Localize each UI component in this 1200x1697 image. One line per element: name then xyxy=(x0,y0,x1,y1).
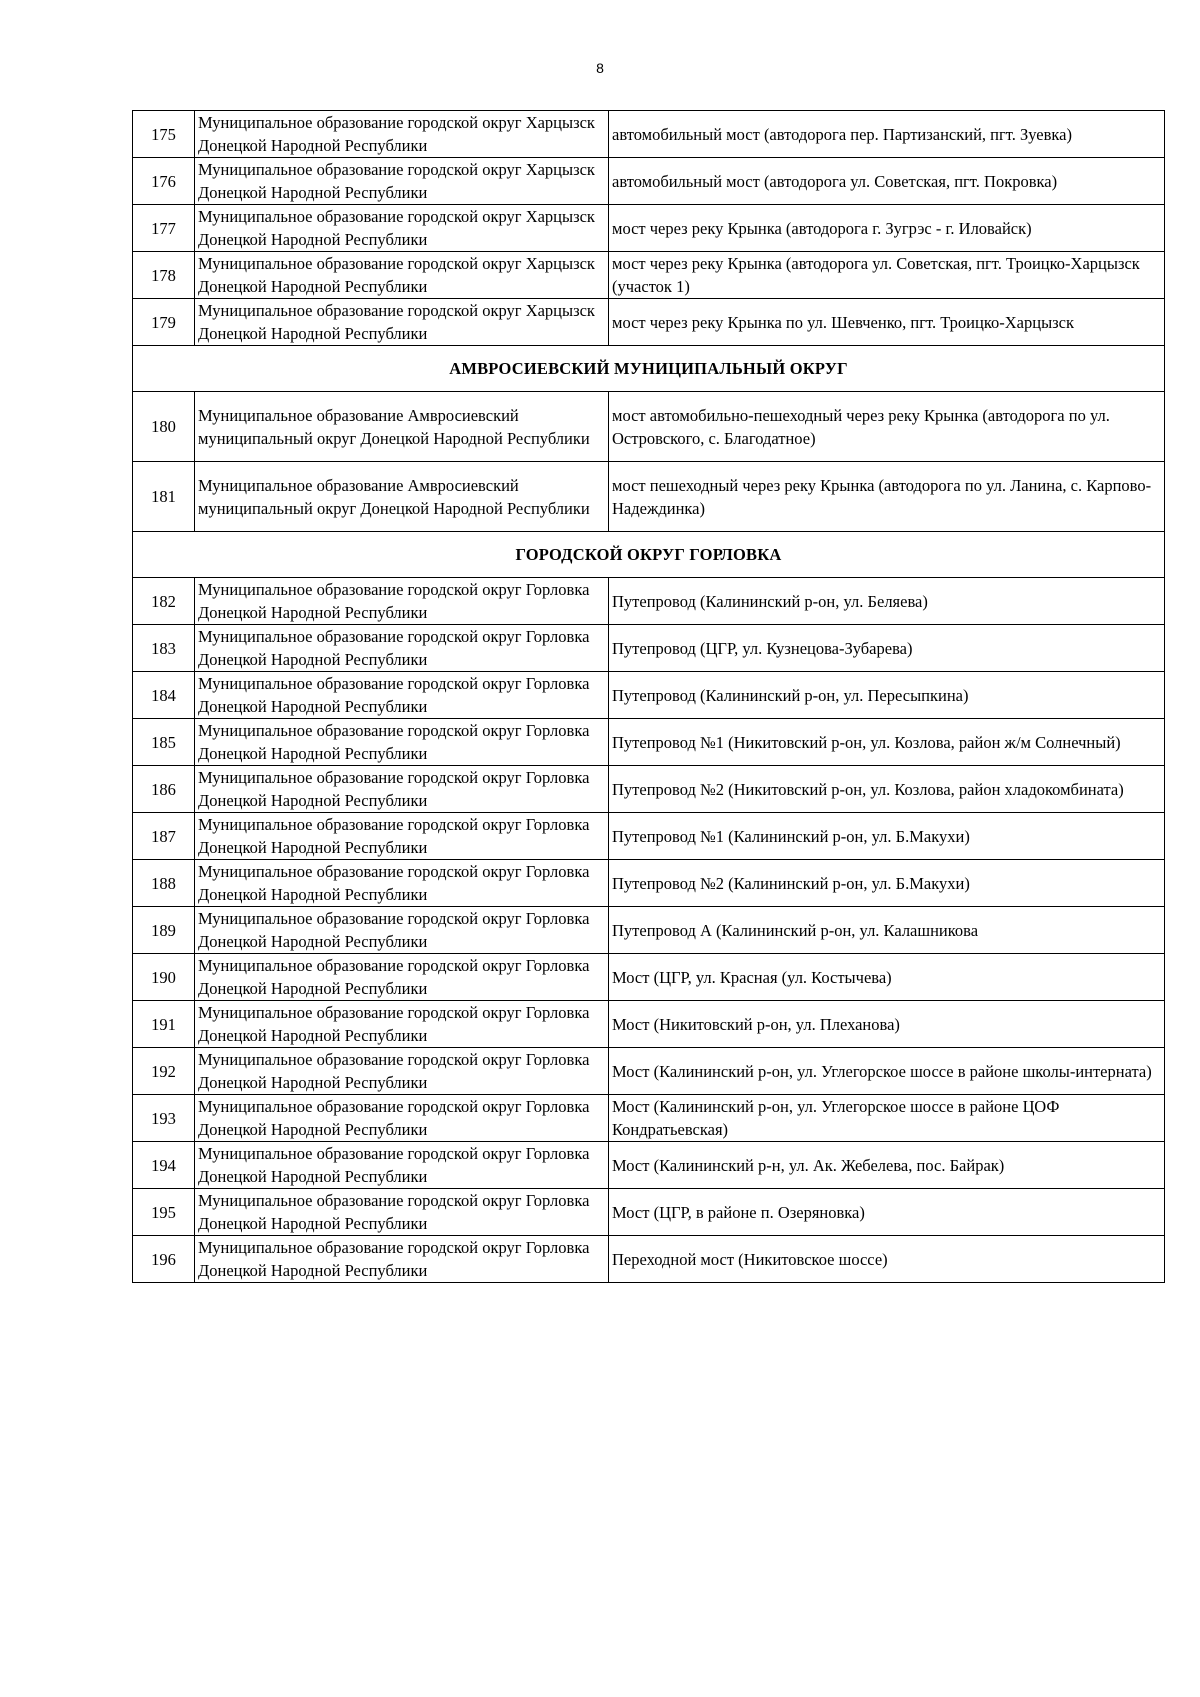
object-cell: мост через реку Крынка (автодорога ул. Советская, пгт. Троицко-Харцызск (участок 1) xyxy=(609,252,1165,299)
object-cell: Мост (Никитовский р-он, ул. Плеханова) xyxy=(609,1001,1165,1048)
object-cell: Мост (Калининский р-он, ул. Углегорское шоссе в районе школы-интерната) xyxy=(609,1048,1165,1095)
owner-cell: Муниципальное образование городской округ Горловка Донецкой Народной Республики xyxy=(195,1048,609,1095)
row-number-cell: 183 xyxy=(133,625,195,672)
object-cell: мост через реку Крынка (автодорога г. Зугрэс - г. Иловайск) xyxy=(609,205,1165,252)
object-cell: автомобильный мост (автодорога ул. Советская, пгт. Покровка) xyxy=(609,158,1165,205)
owner-cell: Муниципальное образование городской округ Горловка Донецкой Народной Республики xyxy=(195,1001,609,1048)
object-cell: автомобильный мост (автодорога пер. Партизанский, пгт. Зуевка) xyxy=(609,111,1165,158)
owner-cell: Муниципальное образование городской округ Горловка Донецкой Народной Республики xyxy=(195,1189,609,1236)
row-number-cell: 176 xyxy=(133,158,195,205)
owner-cell: Муниципальное образование городской округ Харцызск Донецкой Народной Республики xyxy=(195,299,609,346)
row-number-cell: 196 xyxy=(133,1236,195,1283)
row-number-cell: 175 xyxy=(133,111,195,158)
owner-cell: Муниципальное образование городской округ Горловка Донецкой Народной Республики xyxy=(195,813,609,860)
table-row xyxy=(133,672,1165,719)
table-row xyxy=(133,813,1165,860)
owner-cell: Муниципальное образование городской округ Горловка Донецкой Народной Республики xyxy=(195,672,609,719)
owner-cell: Муниципальное образование городской округ Горловка Донецкой Народной Республики xyxy=(195,954,609,1001)
object-cell: Путепровод №1 (Калининский р-он, ул. Б.Макухи) xyxy=(609,813,1165,860)
object-cell: Мост (ЦГР, ул. Красная (ул. Костычева) xyxy=(609,954,1165,1001)
table-row xyxy=(133,907,1165,954)
row-number-cell: 186 xyxy=(133,766,195,813)
table-row xyxy=(133,1142,1165,1189)
owner-cell: Муниципальное образование городской округ Горловка Донецкой Народной Республики xyxy=(195,625,609,672)
object-cell: Путепровод №2 (Никитовский р-он, ул. Козлова, район хладокомбината) xyxy=(609,766,1165,813)
row-number-cell: 195 xyxy=(133,1189,195,1236)
row-number-cell: 189 xyxy=(133,907,195,954)
object-cell: Мост (Калининский р-н, ул. Ак. Жебелева, пос. Байрак) xyxy=(609,1142,1165,1189)
row-number-cell: 179 xyxy=(133,299,195,346)
object-cell: Мост (ЦГР, в районе п. Озеряновка) xyxy=(609,1189,1165,1236)
owner-cell: Муниципальное образование городской округ Харцызск Донецкой Народной Республики xyxy=(195,205,609,252)
table-row xyxy=(133,1001,1165,1048)
section-header-row xyxy=(133,346,1165,392)
table-row xyxy=(133,766,1165,813)
object-cell: мост пешеходный через реку Крынка (автодорога по ул. Ланина, с. Карпово-Надеждинка) xyxy=(609,462,1165,532)
table-row xyxy=(133,1189,1165,1236)
object-cell: Мост (Калининский р-он, ул. Углегорское шоссе в районе ЦОФ Кондратьевская) xyxy=(609,1095,1165,1142)
object-cell: Путепровод №1 (Никитовский р-он, ул. Козлова, район ж/м Солнечный) xyxy=(609,719,1165,766)
object-cell: мост через реку Крынка по ул. Шевченко, пгт. Троицко-Харцызск xyxy=(609,299,1165,346)
table-row xyxy=(133,392,1165,462)
table-row xyxy=(133,462,1165,532)
row-number-cell: 177 xyxy=(133,205,195,252)
object-cell: Путепровод №2 (Калининский р-он, ул. Б.Макухи) xyxy=(609,860,1165,907)
table-row xyxy=(133,1048,1165,1095)
bridges-registry-table xyxy=(132,110,1165,1283)
table-row xyxy=(133,205,1165,252)
object-cell: Путепровод (Калининский р-он, ул. Пересыпкина) xyxy=(609,672,1165,719)
row-number-cell: 188 xyxy=(133,860,195,907)
table-row xyxy=(133,860,1165,907)
row-number-cell: 182 xyxy=(133,578,195,625)
table-row xyxy=(133,719,1165,766)
row-number-cell: 191 xyxy=(133,1001,195,1048)
registry-body xyxy=(133,111,1165,1283)
owner-cell: Муниципальное образование городской округ Горловка Донецкой Народной Республики xyxy=(195,719,609,766)
owner-cell: Муниципальное образование городской округ Харцызск Донецкой Народной Республики xyxy=(195,252,609,299)
section-title: АМВРОСИЕВСКИЙ МУНИЦИПАЛЬНЫЙ ОКРУГ xyxy=(133,346,1165,392)
object-cell: Переходной мост (Никитовское шоссе) xyxy=(609,1236,1165,1283)
table-row xyxy=(133,1236,1165,1283)
owner-cell: Муниципальное образование городской округ Горловка Донецкой Народной Республики xyxy=(195,766,609,813)
row-number-cell: 185 xyxy=(133,719,195,766)
object-cell: мост автомобильно-пешеходный через реку Крынка (автодорога по ул. Островского, с. Благодатное) xyxy=(609,392,1165,462)
row-number-cell: 181 xyxy=(133,462,195,532)
row-number-cell: 187 xyxy=(133,813,195,860)
owner-cell: Муниципальное образование городской округ Горловка Донецкой Народной Республики xyxy=(195,1095,609,1142)
owner-cell: Муниципальное образование городской округ Горловка Донецкой Народной Республики xyxy=(195,907,609,954)
object-cell: Путепровод (Калининский р-он, ул. Беляева) xyxy=(609,578,1165,625)
owner-cell: Муниципальное образование городской округ Харцызск Донецкой Народной Республики xyxy=(195,111,609,158)
owner-cell: Муниципальное образование городской округ Горловка Донецкой Народной Республики xyxy=(195,1236,609,1283)
owner-cell: Муниципальное образование городской округ Горловка Донецкой Народной Республики xyxy=(195,578,609,625)
row-number-cell: 180 xyxy=(133,392,195,462)
table-row xyxy=(133,111,1165,158)
row-number-cell: 193 xyxy=(133,1095,195,1142)
table-row xyxy=(133,954,1165,1001)
section-title: ГОРОДСКОЙ ОКРУГ ГОРЛОВКА xyxy=(133,532,1165,578)
table-row xyxy=(133,252,1165,299)
owner-cell: Муниципальное образование Амвросиевский муниципальный округ Донецкой Народной Республики xyxy=(195,462,609,532)
row-number-cell: 192 xyxy=(133,1048,195,1095)
row-number-cell: 178 xyxy=(133,252,195,299)
row-number-cell: 190 xyxy=(133,954,195,1001)
row-number-cell: 184 xyxy=(133,672,195,719)
owner-cell: Муниципальное образование городской округ Харцызск Донецкой Народной Республики xyxy=(195,158,609,205)
row-number-cell: 194 xyxy=(133,1142,195,1189)
table-row xyxy=(133,578,1165,625)
table-row xyxy=(133,1095,1165,1142)
table-row xyxy=(133,299,1165,346)
owner-cell: Муниципальное образование городской округ Горловка Донецкой Народной Республики xyxy=(195,860,609,907)
section-header-row xyxy=(133,532,1165,578)
object-cell: Путепровод (ЦГР, ул. Кузнецова-Зубарева) xyxy=(609,625,1165,672)
object-cell: Путепровод А (Калининский р-он, ул. Калашникова xyxy=(609,907,1165,954)
page-number: 8 xyxy=(596,60,604,76)
table-row xyxy=(133,158,1165,205)
owner-cell: Муниципальное образование городской округ Горловка Донецкой Народной Республики xyxy=(195,1142,609,1189)
owner-cell: Муниципальное образование Амвросиевский муниципальный округ Донецкой Народной Республики xyxy=(195,392,609,462)
table-row xyxy=(133,625,1165,672)
